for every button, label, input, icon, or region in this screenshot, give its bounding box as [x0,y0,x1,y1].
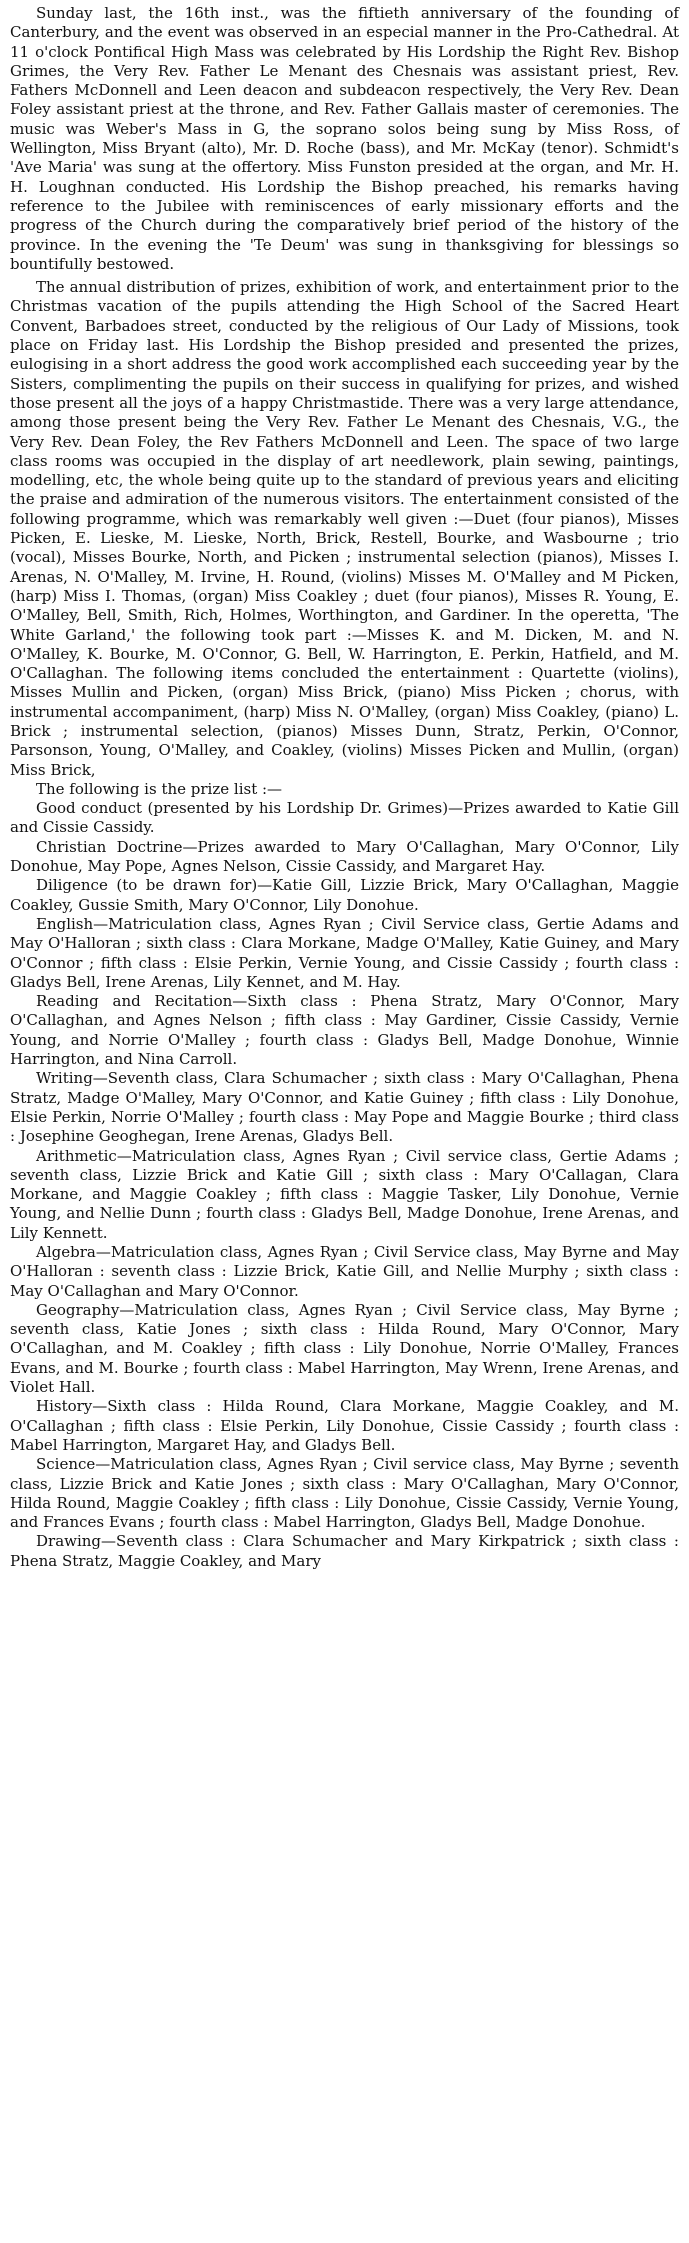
paragraph-drawing: Drawing—Seventh class : Clara Schumacher and Mary Kirkpatrick ; sixth class : Phena Stratz, Maggie Coakley, and Mary [10,1532,679,1570]
paragraph-science: Science—Matriculation class, Agnes Ryan ; Civil service class, May Byrne ; seventh class, Lizzie Brick and Katie Jones ; sixth class : Mary O'Callaghan, Mary O'Connor, Hilda Round, Maggie Coakley ; fifth class : Lily Donohue, Cissie Cassidy, Vernie Young, and Frances Evans ; fourth class : Mabel Harrington, Gladys Bell, Madge Donohue. [10,1455,679,1532]
paragraph-prize-distribution: The annual distribution of prizes, exhibition of work, and entertainment prior to the Christmas vacation of the pupils attending the High School of the Sacred Heart Convent, Barbadoes street, conducted by the religious of Our Lady of Missions, took place on Friday last. His Lordship the Bishop presided and presented the prizes, eulogising in a short address the good work accomplished each succeeding year by the Sisters, complimenting the pupils on their success in qualifying for prizes, and wished those present all the joys of a happy Christmastide. There was a very large attendance, among those present being the Very Rev. Father Le Menant des Chesnais, V.G., the Very Rev. Dean Foley, the Rev Fathers McDonnell and Leen. The space of two large class rooms was occupied in the display of art needlework, plain sewing, paintings, modelling, etc, the whole being quite up to the standard of previous years and eliciting the praise and admiration of the numerous visitors. The entertainment consisted of the following programme, which was remarkably well given :—Duet (four pianos), Misses Picken, E. Lieske, M. Lieske, North, Brick, Restell, Bourke, and Wasbourne ; trio (vocal), Misses Bourke, North, and Picken ; instrumental selection (pianos), Misses I. Arenas, N. O'Malley, M. Irvine, H. Round, (violins) Misses M. O'Malley and M Picken, (harp) Miss I. Thomas, (organ) Miss Coakley ; duet (four pianos), Misses R. Young, E. O'Malley, Bell, Smith, Rich, Holmes, Worthington, and Gardiner. In the operetta, 'The White Garland,' the following took part :—Misses K. and M. Dicken, M. and N. O'Malley, K. Bourke, M. O'Connor, G. Bell, W. Harrington, E. Perkin, Hatfield, and M. O'Callaghan. The following items concluded the entertainment : Quartette (violins), Misses Mullin and Picken, (organ) Miss Brick, (piano) Miss Picken ; chorus, with instrumental accompaniment, (harp) Miss N. O'Malley, (organ) Miss Coakley, (piano) L. Brick ; instrumental selection, (pianos) Misses Dunn, Stratz, Perkin, O'Connor, Parsonson, Young, O'Malley, and Coakley, (violins) Misses Picken and Mullin, (organ) Miss Brick, [10,278,679,779]
paragraph-jubilee-mass: Sunday last, the 16th inst., was the fiftieth anniversary of the founding of Canterbury, and the event was observed in an especial manner in the Pro-Cathedral. At 11 o'clock Pontifical High Mass was celebrated by His Lordship the Right Rev. Bishop Grimes, the Very Rev. Father Le Menant des Chesnais was assistant priest, Rev. Fathers McDonnell and Leen deacon and subdeacon respectively, the Very Rev. Dean Foley assistant priest at the throne, and Rev. Father Gallais master of ceremonies. The music was Weber's Mass in G, the soprano solos being sung by Miss Ross, of Wellington, Miss Bryant (alto), Mr. D. Roche (bass), and Mr. McKay (tenor). Schmidt's 'Ave Maria' was sung at the offertory. Miss Funston presided at the organ, and Mr. H. H. Loughnan conducted. His Lordship the Bishop preached, his remarks having reference to the Jubilee with reminiscences of early missionary efforts and the progress of the Church during the comparatively brief period of the history of the province. In the evening the 'Te Deum' was sung in thanksgiving for blessings so bountifully bestowed. [10,4,679,273]
paragraph-english: English—Matriculation class, Agnes Ryan ; Civil Service class, Gertie Adams and May O'Halloran ; sixth class : Clara Morkane, Madge O'Malley, Katie Guiney, and Mary O'Connor ; fifth class : Elsie Perkin, Vernie Young, and Cissie Cassidy ; fourth class : Gladys Bell, Irene Arenas, Lily Kennet, and M. Hay. [10,914,679,991]
paragraph-algebra: Algebra—Matriculation class, Agnes Ryan ; Civil Service class, May Byrne and May O'Halloran : seventh class : Lizzie Brick, Katie Gill, and Nellie Murphy ; sixth class : May O'Callaghan and Mary O'Connor. [10,1243,679,1300]
paragraph-writing: Writing—Seventh class, Clara Schumacher ; sixth class : Mary O'Callaghan, Phena Stratz, Madge O'Malley, Mary O'Connor, and Katie Guiney ; fifth class : Lily Donohue, Elsie Perkin, Norrie O'Malley ; fourth class : May Pope and Maggie Bourke ; third class : Josephine Geoghegan, Irene Arenas, Gladys Bell. [10,1069,679,1146]
paragraph-prize-list-intro: The following is the prize list :— [36,779,283,798]
paragraph-arithmetic: Arithmetic—Matriculation class, Agnes Ryan ; Civil service class, Gertie Adams ; seventh class, Lizzie Brick and Katie Gill ; sixth class : Mary O'Callagan, Clara Morkane, and Maggie Coakley ; fifth class : Maggie Tasker, Lily Donohue, Vernie Young, and Nellie Dunn ; fourth class : Gladys Bell, Madge Donohue, Irene Arenas, and Lily Kennett. [10,1146,679,1242]
paragraph-good-conduct: Good conduct (presented by his Lordship Dr. Grimes)—Prizes awarded to Katie Gill and Cissie Cassidy. [10,799,679,837]
paragraph-christian-doctrine: Christian Doctrine—Prizes awarded to Mary O'Callaghan, Mary O'Connor, Lily Donohue, May Pope, Agnes Nelson, Cissie Cassidy, and Margaret Hay. [10,837,679,876]
paragraph-history: History—Sixth class : Hilda Round, Clara Morkane, Maggie Coakley, and M. O'Callaghan ; fifth class : Elsie Perkin, Lily Donohue, Cissie Cassidy ; fourth class : Mabel Harrington, Margaret Hay, and Gladys Bell. [10,1397,679,1454]
paragraph-diligence: Diligence (to be drawn for)—Katie Gill, Lizzie Brick, Mary O'Callaghan, Maggie Coakley, Gussie Smith, Mary O'Connor, Lily Donohue. [10,876,679,914]
paragraph-reading-recitation: Reading and Recitation—Sixth class : Phena Stratz, Mary O'Connor, Mary O'Callaghan, and Agnes Nelson ; fifth class : May Gardiner, Cissie Cassidy, Vernie Young, and Norrie O'Malley ; fourth class : Gladys Bell, Madge Donohue, Winnie Harrington, and Nina Carroll. [10,992,679,1069]
paragraph-geography: Geography—Matriculation class, Agnes Ryan ; Civil Service class, May Byrne ; seventh class, Katie Jones ; sixth class : Hilda Round, Mary O'Connor, Mary O'Callaghan, and M. Coakley ; fifth class : Lily Donohue, Norrie O'Malley, Frances Evans, and M. Bourke ; fourth class : Mabel Harrington, May Wrenn, Irene Arenas, and Violet Hall. [10,1300,679,1397]
